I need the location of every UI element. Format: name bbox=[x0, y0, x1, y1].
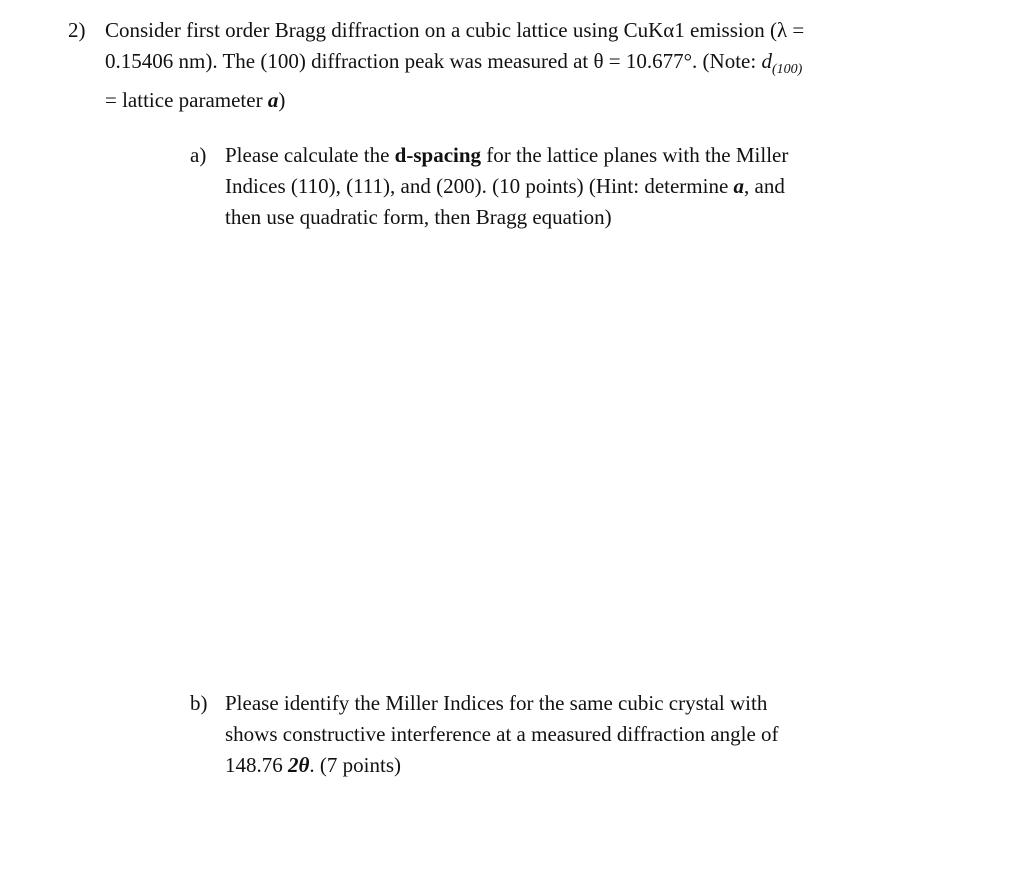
problem-line-2 bbox=[105, 46, 905, 85]
lattice-parameter-symbol: a bbox=[267, 88, 279, 112]
part-b-line-3 bbox=[225, 750, 885, 781]
problem-statement bbox=[105, 15, 905, 116]
problem-line-2-text: 0.15406 nm). The (100) diffraction peak was measured at θ = 10.677°. (Note: bbox=[105, 49, 762, 73]
part-a-lattice-parameter: a bbox=[733, 174, 745, 198]
part-a-line-2-end: , and bbox=[744, 174, 785, 198]
part-a-line-2-start: Indices (110), (111), and (200). (10 points) (Hint: determine bbox=[225, 174, 734, 198]
part-a-line-3: then use quadratic form, then Bragg equation) bbox=[225, 205, 612, 229]
part-a-text bbox=[225, 140, 885, 233]
part-b-letter: b) bbox=[190, 691, 208, 715]
part-b-line-1: Please identify the Miller Indices for the same cubic crystal with bbox=[225, 691, 768, 715]
part-a-line-1 bbox=[225, 140, 885, 171]
part-b-text bbox=[225, 688, 885, 781]
two-theta-symbol: 2θ bbox=[288, 753, 310, 777]
note-d-symbol: d bbox=[761, 49, 772, 73]
note-subscript: (100) bbox=[771, 62, 803, 77]
part-b-line-2: shows constructive interference at a measured diffraction angle of bbox=[225, 722, 779, 746]
part-b-points: . (7 points) bbox=[309, 753, 401, 777]
part-b-angle-value: 148.76 bbox=[225, 753, 288, 777]
problem-line-3-text: = lattice parameter bbox=[105, 88, 268, 112]
problem-line-3 bbox=[105, 85, 905, 116]
part-a-line-1-end: for the lattice planes with the Miller bbox=[481, 143, 789, 167]
problem-number: 2) bbox=[68, 18, 86, 42]
part-a-line-2 bbox=[225, 171, 885, 202]
part-a-letter: a) bbox=[190, 143, 207, 167]
problem-line-3-close: ) bbox=[278, 88, 286, 112]
problem-line-1: Consider first order Bragg diffraction on a cubic lattice using CuKα1 emission (λ = bbox=[105, 18, 805, 42]
d-spacing-term: d-spacing bbox=[394, 143, 482, 167]
part-a-line-1-start: Please calculate the bbox=[225, 143, 395, 167]
